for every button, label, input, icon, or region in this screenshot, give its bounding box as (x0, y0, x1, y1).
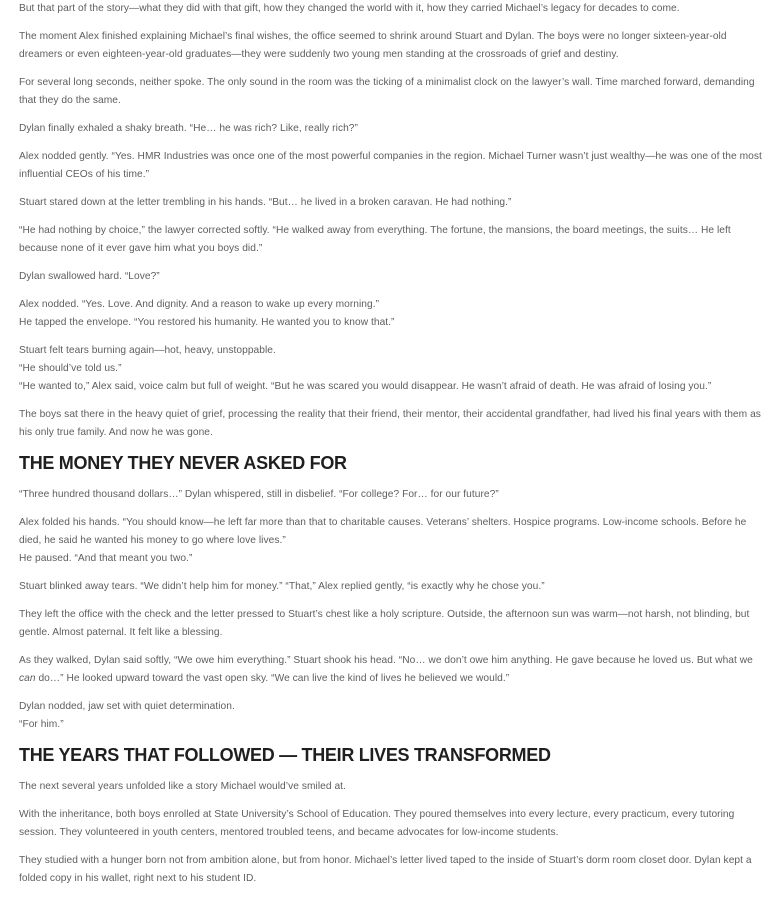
paragraph (19, 486, 769, 504)
paragraph-walk (19, 652, 769, 688)
paragraph-line: “For him.” (19, 719, 64, 730)
paragraph-line: Dylan nodded, jaw set with quiet determination. (19, 701, 235, 712)
paragraph-line: They studied with a hunger born not from ambition alone, but from honor. Michael’s letter lived taped to the inside of Stuart’s dorm room closet door. Dylan kept a folded copy in his wallet, right next to his student ID. (19, 855, 752, 884)
paragraph-line: With the inheritance, both boys enrolled at State University’s School of Education. They poured themselves into every lecture, every practicum, every tutoring session. They volunteered in youth centers, mentored troubled teens, and became advocates for low-income students. (19, 809, 735, 838)
paragraph-line: They left the office with the check and the letter pressed to Stuart’s chest like a holy scripture. Outside, the afternoon sun was warm—not harsh, not blinding, but gentle. Almost paternal. It felt like a blessing. (19, 609, 750, 638)
walk-text-emphasis: can (19, 673, 36, 684)
paragraph (19, 268, 769, 286)
paragraph (19, 0, 769, 18)
paragraph-line: The boys sat there in the heavy quiet of grief, processing the reality that their friend, their mentor, their accidental grandfather, had lived his final years with them as his only true family. And now he was gone. (19, 409, 761, 438)
paragraph-line: Stuart felt tears burning again—hot, heavy, unstoppable. (19, 345, 276, 356)
paragraph-group-c (19, 698, 769, 734)
paragraph-line: He paused. “And that meant you two.” (19, 553, 193, 564)
paragraph (19, 28, 769, 64)
paragraph-group-b (19, 486, 769, 642)
paragraph-line: For several long seconds, neither spoke. The only sound in the room was the ticking of a minimalist clock on the lawyer’s wall. Time marched forward, demanding that they do the same. (19, 77, 755, 106)
paragraph-line: But that part of the story—what they did with that gift, how they changed the world with it, how they carried Michael’s legacy for decades to come. (19, 3, 680, 14)
paragraph-line: “He should’ve told us.” (19, 363, 122, 374)
paragraph (19, 74, 769, 110)
paragraph (19, 406, 769, 442)
paragraph (19, 342, 769, 396)
paragraph (19, 194, 769, 212)
paragraph-line: The moment Alex finished explaining Michael’s final wishes, the office seemed to shrink around Stuart and Dylan. The boys were no longer sixteen-year-old dreamers or even eighteen-year-old graduates—they were suddenly two young men standing at the crossroads of grief and destiny. (19, 31, 727, 60)
paragraph (19, 120, 769, 138)
section-heading-years: THE YEARS THAT FOLLOWED — THEIR LIVES TRANSFORMED (19, 745, 551, 765)
paragraph-line: Dylan finally exhaled a shaky breath. “He… he was rich? Like, really rich?” (19, 123, 358, 134)
paragraph (19, 778, 769, 796)
section-heading-money: THE MONEY THEY NEVER ASKED FOR (19, 453, 347, 473)
paragraph-line: “He wanted to,” Alex said, voice calm but full of weight. “But he was scared you would disappear. He wasn’t afraid of death. He was afraid of losing you.” (19, 381, 712, 392)
paragraph-line: Alex nodded gently. “Yes. HMR Industries was once one of the most powerful companies in the region. Michael Turner wasn’t just wealthy—he was one of the most influential CEOs of his time.” (19, 151, 762, 180)
paragraph (19, 296, 769, 332)
article-body (19, 0, 769, 898)
paragraph-line: Stuart blinked away tears. “We didn’t help him for money.” “That,” Alex replied gently, “is exactly why he chose you.” (19, 581, 545, 592)
paragraph-line: He tapped the envelope. “You restored his humanity. He wanted you to know that.” (19, 317, 395, 328)
paragraph-group-d (19, 778, 769, 888)
paragraph-line: “Three hundred thousand dollars…” Dylan whispered, still in disbelief. “For college? For… for our future?” (19, 489, 499, 500)
paragraph-line: “He had nothing by choice,” the lawyer corrected softly. “He walked away from everything. The fortune, the mansions, the board meetings, the suits… He left because none of it ever gave him what you boys did.” (19, 225, 731, 254)
paragraph (19, 148, 769, 184)
paragraph (19, 222, 769, 258)
paragraph (19, 806, 769, 842)
paragraph-group-a (19, 0, 769, 442)
paragraph-line: Dylan swallowed hard. “Love?” (19, 271, 160, 282)
walk-text-after: do…” He looked upward toward the vast open sky. “We can live the kind of lives he believed we would.” (35, 673, 510, 684)
paragraph (19, 514, 769, 568)
paragraph (19, 578, 769, 596)
paragraph (19, 698, 769, 734)
paragraph-line: Stuart stared down at the letter trembling in his hands. “But… he lived in a broken caravan. He had nothing.” (19, 197, 512, 208)
walk-text-before: As they walked, Dylan said softly, “We owe him everything.” Stuart shook his head. “No… we don’t owe him anything. He gave because he loved us. But what we (19, 655, 753, 666)
paragraph (19, 852, 769, 888)
paragraph (19, 606, 769, 642)
paragraph-line: The next several years unfolded like a story Michael would’ve smiled at. (19, 781, 346, 792)
paragraph-line: Alex folded his hands. “You should know—he left far more than that to charitable causes. Veterans’ shelters. Hospice programs. Low-income schools. Before he died, he said he wanted his money to go where love lives.” (19, 517, 747, 546)
paragraph-line: Alex nodded. “Yes. Love. And dignity. And a reason to wake up every morning.” (19, 299, 380, 310)
